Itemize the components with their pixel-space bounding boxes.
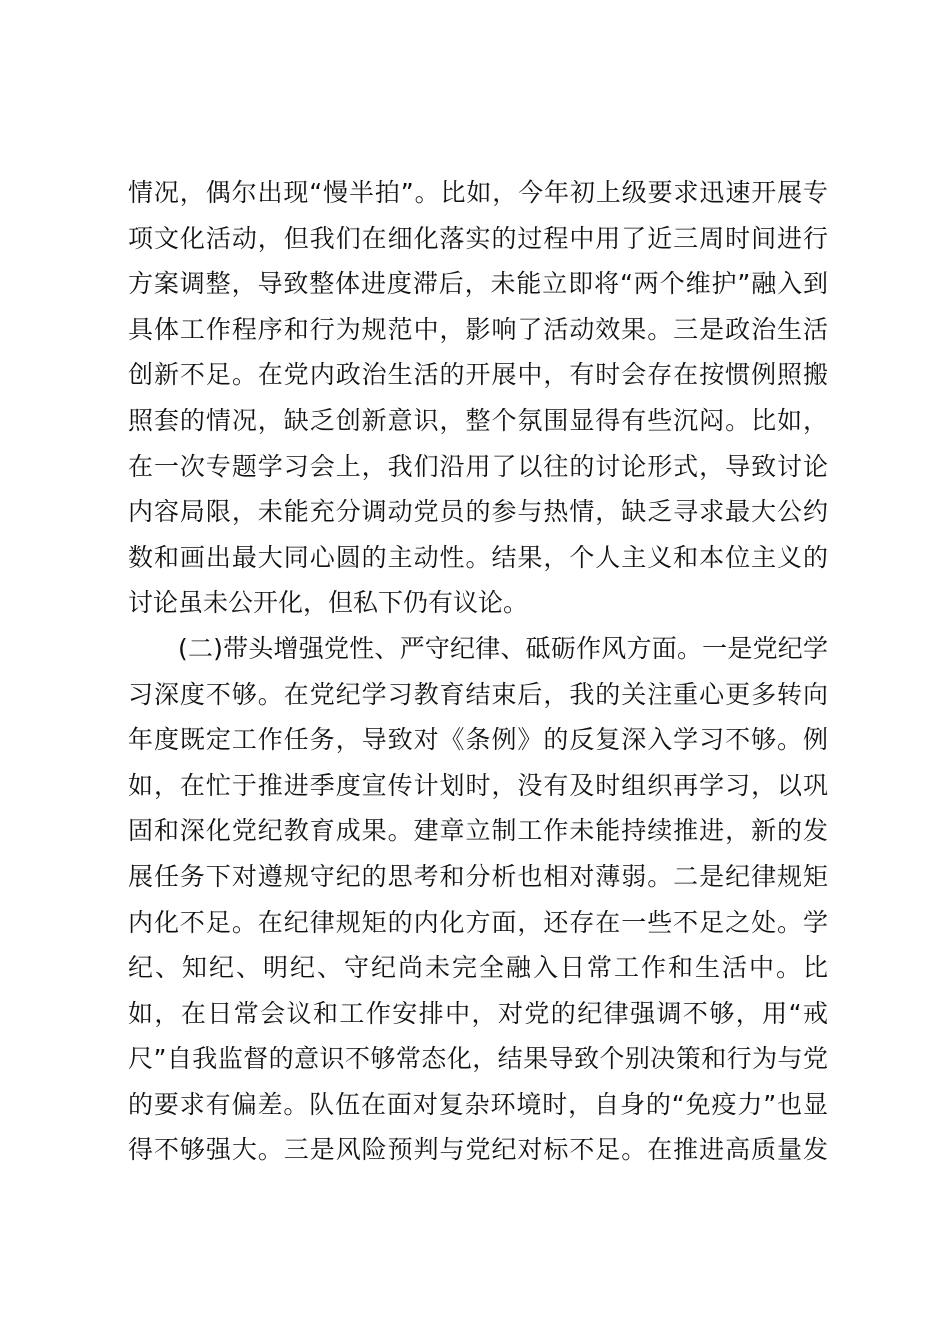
text-line-9: 数和画出最大同心圆的主动性。结果，个人主义和本位主义的 — [128, 542, 828, 572]
text-line-3: 方案调整，导致整体进度滞后，未能立即将“两个维护”融入到 — [128, 269, 828, 299]
text-line-19: 如，在日常会议和工作安排中，对党的纪律强调不够，用“戒 — [128, 998, 828, 1028]
text-line-22: 得不够强大。三是风险预判与党纪对标不足。在推进高质量发 — [128, 1135, 828, 1165]
text-line-4: 具体工作程序和行为规范中，影响了活动效果。三是政治生活 — [128, 314, 828, 344]
text-line-21: 的要求有偏差。队伍在面对复杂环境时，自身的“免疫力”也显 — [128, 1089, 828, 1119]
text-line-6: 照套的情况，缺乏创新意识，整个氛围显得有些沉闷。比如， — [128, 405, 828, 435]
text-line-18: 纪、知纪、明纪、守纪尚未完全融入日常工作和生活中。比 — [128, 953, 828, 983]
text-line-17: 内化不足。在纪律规矩的内化方面，还存在一些不足之处。学 — [128, 907, 828, 937]
text-line-12: 习深度不够。在党纪学习教育结束后，我的关注重心更多转向 — [128, 679, 828, 709]
text-line-2: 项文化活动，但我们在细化落实的过程中用了近三周时间进行 — [128, 223, 828, 253]
text-line-10: 讨论虽未公开化，但私下仍有议论。 — [128, 588, 529, 618]
text-line-14: 如，在忙于推进季度宣传计划时，没有及时组织再学习，以巩 — [128, 770, 828, 800]
text-line-15: 固和深化党纪教育成果。建章立制工作未能持续推进，新的发 — [128, 816, 828, 846]
text-line-20: 尺”自我监督的意识不够常态化，结果导致个别决策和行为与党 — [128, 1044, 828, 1074]
text-line-7: 在一次专题学习会上，我们沿用了以往的讨论形式，导致讨论 — [128, 451, 828, 481]
text-line-13: 年度既定工作任务，导致对《条例》的反复深入学习不够。例 — [128, 725, 828, 755]
text-line-8: 内容局限，未能充分调动党员的参与热情，缺乏寻求最大公约 — [128, 497, 828, 527]
text-line-16: 展任务下对遵规守纪的思考和分析也相对薄弱。二是纪律规矩 — [128, 861, 828, 891]
section-heading-line: (二)带头增强党性、严守纪律、砥砺作风方面。一是党纪学 — [178, 633, 828, 663]
text-line-1: 情况，偶尔出现“慢半拍”。比如，今年初上级要求迅速开展专 — [128, 178, 828, 207]
body-text — [128, 170, 828, 1173]
text-line-5: 创新不足。在党内政治生活的开展中，有时会存在按惯例照搬 — [128, 360, 828, 390]
